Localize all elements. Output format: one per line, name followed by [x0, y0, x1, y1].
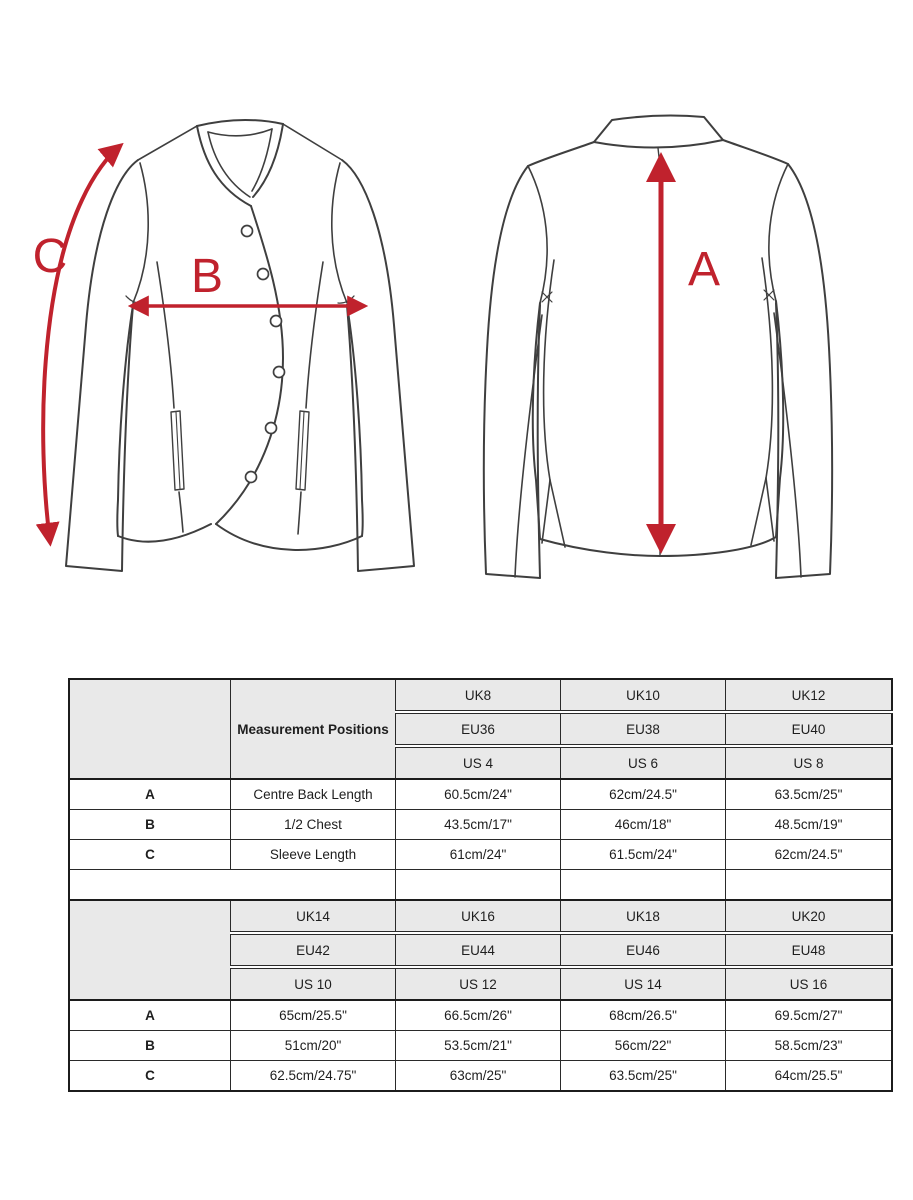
measurement-label-cell: 1/2 Chest — [231, 810, 396, 840]
value-cell: 69.5cm/27" — [726, 1000, 893, 1031]
size-header-eu: EU40 — [726, 712, 893, 746]
size-header-eu: EU42 — [231, 933, 396, 967]
size-header-us: US 12 — [396, 967, 561, 1000]
size-header-us: US 6 — [561, 746, 726, 779]
value-cell: 66.5cm/26" — [396, 1000, 561, 1031]
jacket-back-drawing — [484, 116, 832, 578]
size-header-uk: UK8 — [396, 679, 561, 712]
row-key-cell: C — [69, 1061, 231, 1092]
row-key-cell: B — [69, 810, 231, 840]
front-buttons — [242, 226, 285, 483]
value-cell: 48.5cm/19" — [726, 810, 893, 840]
value-cell: 68cm/26.5" — [561, 1000, 726, 1031]
table-row — [69, 840, 892, 870]
table-row — [69, 810, 892, 840]
value-cell: 51cm/20" — [231, 1031, 396, 1061]
size-header-uk: UK20 — [726, 900, 893, 933]
corner-cell — [69, 900, 231, 1000]
size-header-eu: EU46 — [561, 933, 726, 967]
size-header-us: US 16 — [726, 967, 893, 1000]
measurement-label-cell: Centre Back Length — [231, 779, 396, 810]
table-row — [69, 1000, 892, 1031]
size-header-uk: UK16 — [396, 900, 561, 933]
size-header-uk: UK18 — [561, 900, 726, 933]
size-header-uk: UK14 — [231, 900, 396, 933]
size-header-us: US 10 — [231, 967, 396, 1000]
value-cell: 64cm/25.5" — [726, 1061, 893, 1092]
value-cell: 63cm/25" — [396, 1061, 561, 1092]
value-cell: 61.5cm/24" — [561, 840, 726, 870]
spacer-cell — [69, 870, 396, 901]
size-chart-table — [68, 678, 893, 1092]
row-key-cell: A — [69, 779, 231, 810]
value-cell: 56cm/22" — [561, 1031, 726, 1061]
value-cell: 65cm/25.5" — [231, 1000, 396, 1031]
size-header-eu: EU44 — [396, 933, 561, 967]
value-cell: 43.5cm/17" — [396, 810, 561, 840]
jacket-front-drawing — [66, 120, 414, 571]
size-header-us: US 14 — [561, 967, 726, 1000]
label-c: C — [32, 230, 68, 283]
value-cell: 58.5cm/23" — [726, 1031, 893, 1061]
label-a: A — [688, 243, 721, 296]
value-cell: 61cm/24" — [396, 840, 561, 870]
size-header-us: US 8 — [726, 746, 893, 779]
value-cell: 63.5cm/25" — [561, 1061, 726, 1092]
value-cell: 60.5cm/24" — [396, 779, 561, 810]
jacket-back-view — [466, 100, 906, 600]
measurement-label-cell: Sleeve Length — [231, 840, 396, 870]
spacer-cell — [561, 870, 726, 901]
value-cell: 63.5cm/25" — [726, 779, 893, 810]
value-cell: 62cm/24.5" — [561, 779, 726, 810]
measurement-positions-header: Measurement Positions — [231, 679, 396, 779]
value-cell: 53.5cm/21" — [396, 1031, 561, 1061]
value-cell: 46cm/18" — [561, 810, 726, 840]
spacer-cell — [726, 870, 893, 901]
table-row — [69, 1031, 892, 1061]
size-header-uk: UK10 — [561, 679, 726, 712]
size-header-eu: EU38 — [561, 712, 726, 746]
table-row — [69, 779, 892, 810]
corner-cell — [69, 679, 231, 779]
size-header-us: US 4 — [396, 746, 561, 779]
spacer-cell — [396, 870, 561, 901]
jacket-front-view — [20, 100, 460, 600]
spacer-row — [69, 870, 892, 901]
row-key-cell: A — [69, 1000, 231, 1031]
label-b: B — [190, 250, 224, 303]
row-key-cell: B — [69, 1031, 231, 1061]
value-cell: 62.5cm/24.75" — [231, 1061, 396, 1092]
table-row — [69, 1061, 892, 1092]
value-cell: 62cm/24.5" — [726, 840, 893, 870]
size-header-uk: UK12 — [726, 679, 893, 712]
size-header-eu: EU48 — [726, 933, 893, 967]
size-header-eu: EU36 — [396, 712, 561, 746]
row-key-cell: C — [69, 840, 231, 870]
